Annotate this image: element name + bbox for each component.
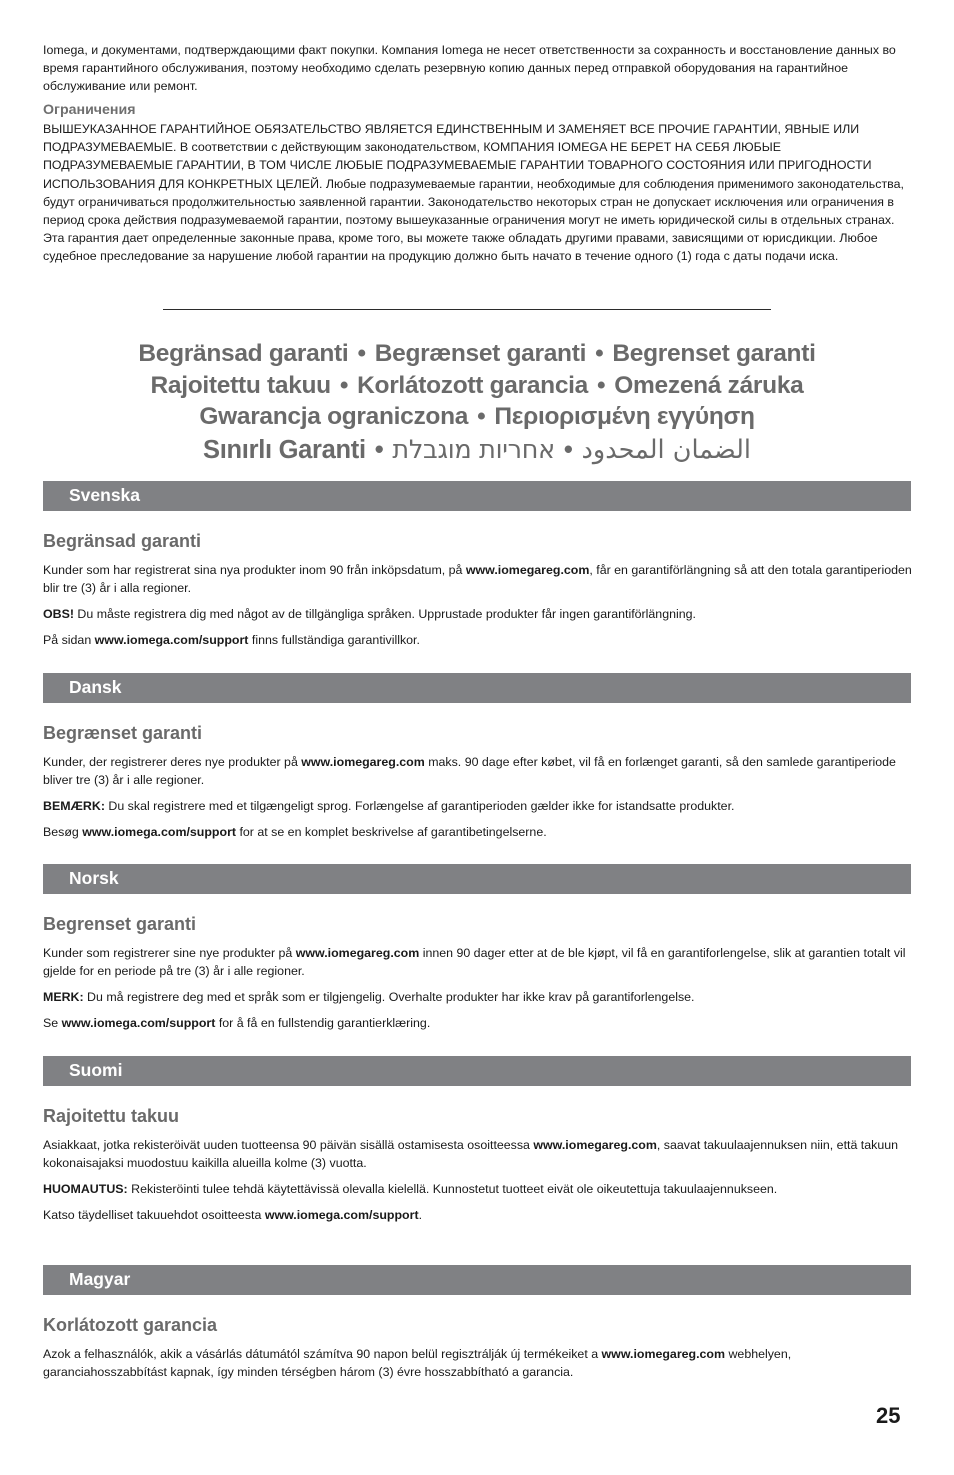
title-line-2 <box>40 370 914 402</box>
limitations-heading: Ограничения <box>43 102 136 119</box>
section-band-suomi <box>43 1056 911 1086</box>
title-greek: Περιορισμένη εγγύηση <box>494 403 755 430</box>
section-norsk <box>43 913 913 1040</box>
note-label: OBS! <box>43 607 74 622</box>
section-heading: Korlátozott garancia <box>43 1315 218 1335</box>
text: , saavat takuulaajennuksen niin, että takuun kokonaisajaksi muodostuu kaikilla alueilla kolme (3) vuotta. <box>43 1138 898 1171</box>
bullet: • <box>374 435 384 464</box>
link-iomegareg[interactable]: www.iomegareg.com <box>601 1347 726 1361</box>
section-band-label: Magyar <box>69 1269 131 1289</box>
section-band-label: Suomi <box>69 1060 123 1080</box>
title-finnish: Rajoitettu takuu <box>150 371 331 399</box>
link-iomegareg[interactable]: www.iomegareg.com <box>301 755 425 769</box>
section-paragraph <box>43 561 913 597</box>
bullet: • <box>597 371 606 399</box>
section-band-svenska <box>43 481 911 511</box>
section-dansk <box>43 722 913 849</box>
text: , får en garantiförlängning så att den totala garantiperioden blir tre (3) år i alla regioner. <box>43 563 912 596</box>
intro-paragraph: Iomega, и документами, подтверждающими факт покупки. Компания Iomega не несет ответственности за сохранность и восстановление данных во время гарантийного обслуживания, поэтому необходимо сделать резервную копию данных перед отправкой оборудования на гарантийное обслуживание или ремонт. <box>43 43 896 94</box>
link-iomega-support[interactable]: www.iomega.com/support <box>82 825 237 840</box>
link-iomega-support[interactable]: www.iomega.com/support <box>264 1208 419 1223</box>
multilingual-title-block <box>40 338 914 466</box>
bullet: • <box>595 340 604 367</box>
text: Du måste registrera dig med något av de tillgängliga språken. Upprustade produkter får ingen garantiförlängning. <box>73 607 696 622</box>
title-arabic: الضمان المحدود <box>581 434 751 465</box>
title-polish: Gwarancja ograniczona <box>199 403 469 430</box>
section-band-norsk <box>43 864 911 894</box>
text: Du må registrere deg med et språk som er tilgjengelig. Overhalte produkter har ikke krav på garantiforlengelse. <box>83 990 695 1005</box>
intro-block <box>43 41 913 265</box>
bullet: • <box>563 435 573 464</box>
bullet: • <box>339 371 349 399</box>
bullet: • <box>477 403 486 430</box>
section-paragraph <box>43 753 913 789</box>
section-band-label: Svenska <box>69 485 141 505</box>
title-line-3 <box>40 401 914 433</box>
section-svenska <box>43 530 913 657</box>
link-iomegareg[interactable]: www.iomegareg.com <box>533 1138 657 1152</box>
note-label: HUOMAUTUS: <box>43 1182 128 1197</box>
title-danish: Begrænset garanti <box>374 340 587 367</box>
section-paragraph <box>43 823 913 841</box>
text: maks. 90 dage efter købet, vil få en forlænget garanti, så den samlede garantiperiode bliver tre (3) år i alle regioner. <box>43 755 896 788</box>
section-paragraph <box>43 1136 913 1172</box>
text: innen 90 dager etter at de ble kjøpt, vil få en garantiforlengelse, slik at garantien totalt vil gjelde for en periode på tre (3) år i alle regioner. <box>43 946 906 979</box>
title-line-1 <box>40 338 914 370</box>
section-heading: Rajoitettu takuu <box>43 1106 180 1126</box>
limitations-paragraph: ВЫШЕУКАЗАННОЕ ГАРАНТИЙНОЕ ОБЯЗАТЕЛЬСТВО ЯВЛЯЕТСЯ ЕДИНСТВЕННЫМ И ЗАМЕНЯЕТ ВСЕ ПРОЧИЕ ГАРАНТИИ, ЯВНЫЕ ИЛИ ПОДРАЗУМЕВАЕМЫЕ. В соответствии с действующим законодательством, КОМПАНИЯ IOMEGA НЕ БЕРЕТ НА СЕБЯ ЛЮБЫЕ ПОДРАЗУМЕВАЕМЫЕ ГАРАНТИИ, В ТОМ ЧИСЛЕ ЛЮБЫЕ ПОДРАЗУМЕВАЕМЫЕ ГАРАНТИИ ТОВАРНОГО СОСТОЯНИЯ ИЛИ ПРИГОДНОСТИ ИСПОЛЬЗОВАНИЯ ДЛЯ КОНКРЕТНЫХ ЦЕЛЕЙ. Любые подразумеваемые гарантии, необходимые для соблюдения применимого законодательства, будут ограничиваться продолжительностью заявленной гарантии. Законодательство некоторых стран не допускает исключения или ограничения в период срока действия подразумеваемой гарантии, поэтому вышеуказанные ограничения могут не иметь юридической силы в отдельных странах. Эта гарантия дает определенные законные права, кроме того, вы можете также обладать другими правами, зависящими от юрисдикции. Любое судебное преследование за нарушение любой гарантии на продукцию должно быть начато в течение одного (1) года с даты подачи иска. <box>43 122 904 263</box>
note-label: MERK: <box>43 990 84 1005</box>
text: Katso täydelliset takuuehdot osoitteesta <box>43 1208 265 1223</box>
section-heading: Begrænset garanti <box>43 723 203 743</box>
text: Azok a felhasználók, akik a vásárlás dátumától számítva 90 napon belül regisztrálják új termékeiket a <box>43 1347 602 1361</box>
section-band-dansk <box>43 673 911 703</box>
section-paragraph <box>43 1014 913 1032</box>
text: Kunder som registrerer sine nye produkter på <box>43 946 296 960</box>
section-note <box>43 605 913 623</box>
link-iomegareg[interactable]: www.iomegareg.com <box>295 946 420 960</box>
text: Se <box>43 1016 62 1031</box>
text: webhelyen, garanciahosszabbítást kapnak, így minden térségben három (3) évre hosszabbítható a garancia. <box>43 1347 792 1380</box>
section-heading: Begränsad garanti <box>43 531 202 551</box>
section-note <box>43 988 913 1006</box>
text: Rekisteröinti tulee tehdä käytettävissä olevalla kielellä. Kunnostetut tuotteet eivät ole oikeutettuja takuulaajennukseen. <box>127 1182 778 1197</box>
page-number: 25 <box>876 1403 901 1428</box>
text: Du skal registrere med et tilgængeligt sprog. Forlængelse af garantiperioden gælder ikke for istandsatte produkter. <box>104 799 735 814</box>
title-hebrew: אחריות מוגבלת <box>392 434 555 465</box>
title-norwegian: Begrenset garanti <box>612 340 816 367</box>
section-band-magyar <box>43 1265 911 1295</box>
section-paragraph <box>43 1345 913 1381</box>
link-iomega-support[interactable]: www.iomega.com/support <box>61 1016 216 1031</box>
text: Besøg <box>43 825 83 840</box>
title-turkish: Sınırlı Garanti <box>203 435 366 464</box>
text: Kunder, der registrerer deres nye produkter på <box>43 755 302 769</box>
section-note <box>43 797 913 815</box>
section-paragraph <box>43 1206 913 1224</box>
title-line-4 <box>40 435 914 467</box>
note-label: BEMÆRK: <box>43 799 105 814</box>
section-paragraph <box>43 944 913 980</box>
section-magyar <box>43 1314 913 1389</box>
text: finns fullständiga garantivillkor. <box>248 633 420 648</box>
text: . <box>418 1208 423 1223</box>
title-hungarian: Korlátozott garancia <box>357 371 589 399</box>
section-suomi <box>43 1105 913 1232</box>
text: Kunder som har registrerat sina nya produkter inom 90 från inköpsdatum, på <box>43 563 466 577</box>
title-czech: Omezená záruka <box>614 371 804 399</box>
link-iomegareg[interactable]: www.iomegareg.com <box>465 563 590 577</box>
text: for at se en komplet beskrivelse af garantibetingelserne. <box>236 825 547 840</box>
text: Asiakkaat, jotka rekisteröivät uuden tuotteensa 90 päivän sisällä ostamisesta osoitteessa <box>43 1138 534 1152</box>
text: På sidan <box>43 633 95 648</box>
link-iomega-support[interactable]: www.iomega.com/support <box>94 633 249 648</box>
divider <box>163 309 771 310</box>
section-band-label: Norsk <box>69 868 119 888</box>
title-swedish: Begränsad garanti <box>138 340 349 367</box>
section-paragraph <box>43 631 913 649</box>
bullet: • <box>357 340 366 367</box>
section-heading: Begrenset garanti <box>43 914 197 934</box>
section-band-label: Dansk <box>69 677 122 697</box>
text: for å få en fullstendig garantierklæring. <box>215 1016 431 1031</box>
section-note <box>43 1180 913 1198</box>
